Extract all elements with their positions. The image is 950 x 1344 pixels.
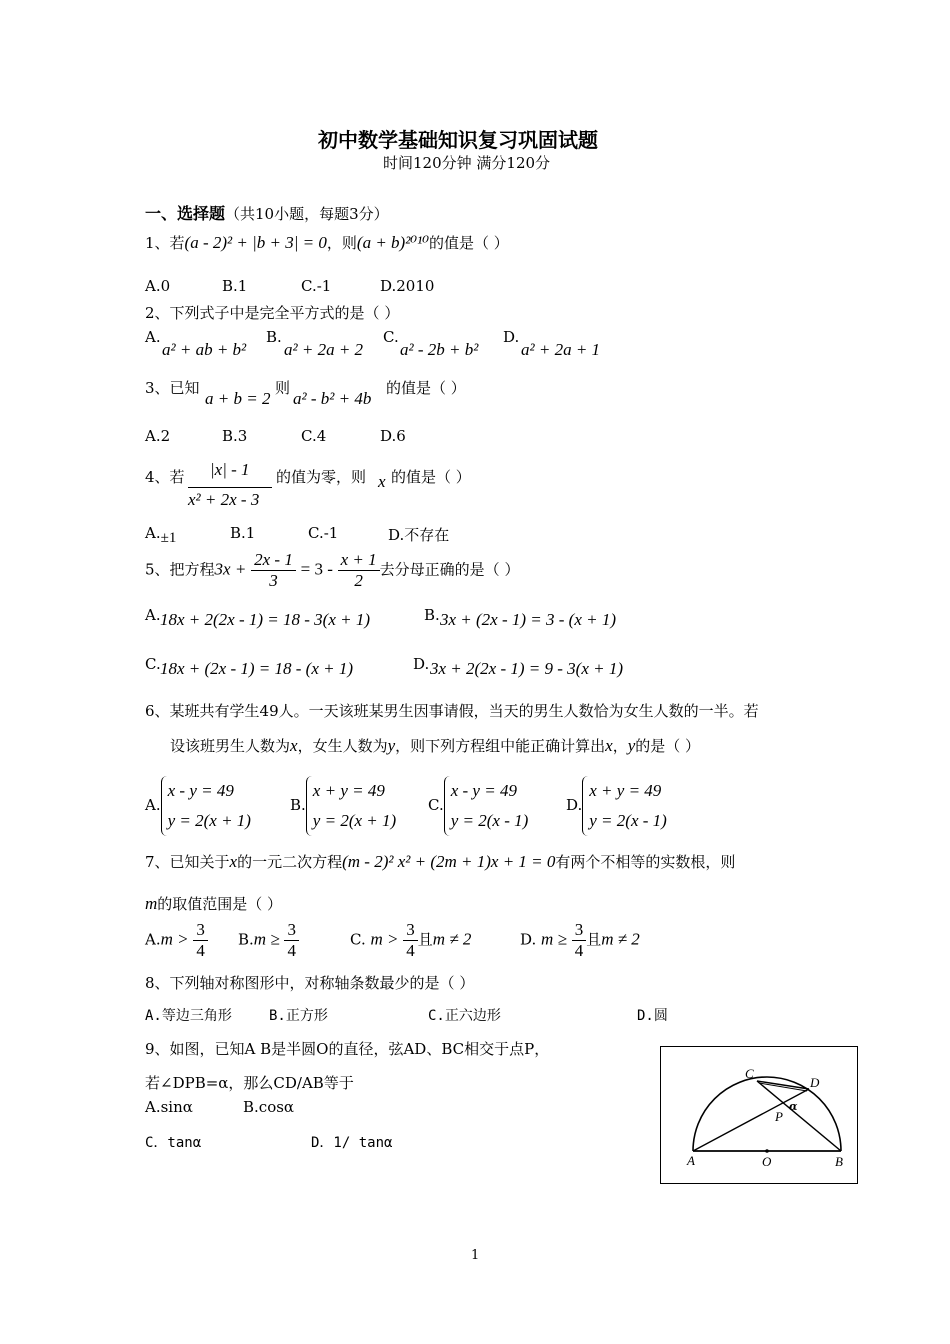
q6-var-y2: y <box>627 736 636 755</box>
q7-c-ne: m ≠ 2 <box>432 929 472 949</box>
q7-mid: 的一元二次方程 <box>237 853 343 871</box>
label-a: A <box>687 1153 695 1168</box>
q7-option-b[interactable] <box>238 920 299 961</box>
q2-label-a: A. <box>145 328 161 346</box>
q6-var-x2: x <box>605 736 613 755</box>
label-alpha: α <box>789 1100 798 1113</box>
q7-b-num: 3 <box>284 920 299 941</box>
label-d: D <box>810 1075 820 1090</box>
q7-line-2 <box>145 893 282 914</box>
center-o-dot <box>765 1149 769 1153</box>
q2-label-b: B. <box>266 328 282 346</box>
q7-c-frac <box>403 920 418 961</box>
q3-mid: 则 <box>275 379 291 397</box>
q6-label-a: A. <box>145 796 161 814</box>
chord-ad <box>693 1089 809 1151</box>
question-2: 2、下列式子中是完全平方式的是（ ） <box>145 304 400 322</box>
q2-expr-c: a² - 2b + b² <box>400 340 479 359</box>
q7-c-num: 3 <box>403 920 418 941</box>
q7-d-frac <box>572 920 587 961</box>
q2-option-a[interactable] <box>145 328 161 346</box>
q7-c-ineq: m > <box>370 929 399 949</box>
q7-suffix: 有两个不相等的实数根，则 <box>555 853 736 871</box>
q6-system-d <box>582 776 667 836</box>
q7-d-num: 3 <box>572 920 587 941</box>
q6-var-x: x <box>290 736 298 755</box>
q6-comma: ， <box>612 737 628 755</box>
q5-prefix: 5、把方程 <box>145 560 215 579</box>
q5-option-c[interactable] <box>145 655 161 673</box>
chord-bc <box>757 1081 841 1151</box>
q8-option-a[interactable]: A.等边三角形 <box>145 1008 232 1024</box>
q4-option-a[interactable] <box>145 524 177 546</box>
q7-option-d[interactable] <box>520 920 640 961</box>
q5-eq-left: 3x + <box>214 559 247 579</box>
q5-option-a[interactable] <box>145 606 161 624</box>
q7-a-num: 3 <box>193 920 208 941</box>
q4-var: x <box>378 472 386 491</box>
q4-suffix: 的值是（ ） <box>391 468 471 486</box>
q6-line2c: ，则下列方程组中能正确计算出 <box>395 737 606 755</box>
q7-label-a: A. <box>145 930 161 949</box>
q7-c-den: 4 <box>406 941 415 960</box>
q7-label-d: D. <box>520 930 537 949</box>
q3-expr1: a + b = 2 <box>205 389 271 408</box>
semicircle-figure <box>660 1046 858 1184</box>
q5-f1-den: 3 <box>269 571 278 590</box>
q7-label-c: C. <box>350 930 366 949</box>
section-note: （共10小题，每题3分） <box>225 205 389 223</box>
q5-eq-mid: = 3 - <box>300 559 333 579</box>
q6-b-eq2: y = 2(x + 1) <box>312 811 397 830</box>
q7-label-b: B. <box>238 930 254 949</box>
q7-a-den: 4 <box>196 941 205 960</box>
page-subtitle: 时间120分钟 满分120分 <box>383 154 551 172</box>
q6-system-b <box>306 776 396 836</box>
q1-option-d[interactable]: D.2010 <box>380 277 435 295</box>
question-1 <box>145 232 509 253</box>
question-7 <box>145 851 735 872</box>
q6-label-c: C. <box>428 796 444 814</box>
q4-denominator: x² + 2x - 3 <box>188 490 260 509</box>
q3-option-c[interactable]: C.4 <box>301 427 327 445</box>
q7-d-ne: m ≠ 2 <box>601 929 640 949</box>
q7-d-ineq: m ≥ <box>541 929 567 949</box>
q4-expr-a: ±1 <box>160 530 177 546</box>
q6-system-a <box>161 776 251 836</box>
q2-label-c: C. <box>383 328 399 346</box>
question-5 <box>145 550 519 591</box>
q6-option-b[interactable] <box>290 776 396 836</box>
q8-option-d[interactable]: D.圆 <box>637 1008 668 1024</box>
q6-var-y: y <box>387 736 396 755</box>
q7-line2: 的取值范围是（ ） <box>157 895 283 913</box>
q7-prefix: 7、已知关于 <box>145 853 230 871</box>
q5-option-d[interactable] <box>413 655 429 673</box>
q9-option-b[interactable]: B.cosα <box>243 1098 295 1116</box>
q8-option-b[interactable]: B.正方形 <box>269 1008 328 1024</box>
q6-label-b: B. <box>290 796 306 814</box>
q1-prefix: 1、若 <box>145 234 185 252</box>
q7-b-den: 4 <box>287 941 296 960</box>
q7-d-den: 4 <box>574 941 584 960</box>
q1-expr2: (a + b)²⁰¹⁰ <box>356 233 430 252</box>
q1-mid: ，则 <box>326 234 357 252</box>
q1-expr1: (a - 2)² + |b + 3| = 0 <box>184 233 327 252</box>
q8-option-c[interactable]: C.正六边形 <box>428 1008 501 1024</box>
q9-line-2: 若∠DPB=α，那么CD/AB等于 <box>145 1074 354 1092</box>
q2-option-b[interactable] <box>266 328 282 346</box>
q4-prefix: 4、若 <box>145 468 185 486</box>
q6-a-eq1: x - y = 49 <box>167 781 234 800</box>
q6-b-eq1: x + y = 49 <box>312 781 385 800</box>
q5-f2-num: x + 1 <box>338 550 380 571</box>
q3-suffix: 的值是（ ） <box>386 379 466 397</box>
q1-option-c[interactable]: C.-1 <box>301 277 332 295</box>
q6-c-eq1: x - y = 49 <box>450 781 517 800</box>
q7-c-and: 且 <box>417 930 433 949</box>
q5-label-a: A. <box>145 606 161 624</box>
q7-a-ineq: m > <box>160 929 189 949</box>
q3-option-a[interactable]: A.2 <box>145 427 171 445</box>
q4-mid: 的值为零，则 <box>276 468 367 486</box>
q5-label-c: C. <box>145 655 161 673</box>
q5-f2-den: 2 <box>354 571 363 590</box>
q7-d-and: 且 <box>586 930 602 949</box>
question-8: 8、下列轴对称图形中，对称轴条数最少的是（ ） <box>145 974 475 992</box>
q2-label-d: D. <box>503 328 520 346</box>
q5-expr-b: 3x + (2x - 1) = 3 - (x + 1) <box>440 610 617 629</box>
q7-var: x <box>229 852 238 871</box>
q5-label-b: B. <box>424 606 440 624</box>
q6-line-2 <box>170 735 700 756</box>
page-title: 初中数学基础知识复习巩固试题 <box>318 128 598 152</box>
q6-d-eq2: y = 2(x - 1) <box>589 811 667 830</box>
q6-system-c <box>444 776 529 836</box>
q9-option-d[interactable]: D．1/ tanα <box>311 1135 393 1151</box>
q6-d-eq1: x + y = 49 <box>589 781 662 800</box>
q2-expr-a: a² + ab + b² <box>162 340 247 359</box>
q3-option-b[interactable]: B.3 <box>222 427 248 445</box>
q5-option-b[interactable] <box>424 606 440 624</box>
q7-expr: (m - 2)² x² + (2m + 1)x + 1 = 0 <box>342 852 556 871</box>
q4-fraction-bar <box>188 487 272 488</box>
q1-option-a[interactable]: A.0 <box>145 277 171 295</box>
q7-b-frac <box>284 920 299 961</box>
q6-option-d[interactable] <box>566 776 667 836</box>
q6-label-d: D. <box>566 796 583 814</box>
q5-expr-d: 3x + 2(2x - 1) = 9 - 3(x + 1) <box>430 659 624 678</box>
q4-option-c[interactable]: C.-1 <box>308 524 339 542</box>
q7-a-frac <box>193 920 208 961</box>
q2-option-c[interactable] <box>383 328 399 346</box>
q9-line-1: 9、如图，已知A B是半圆O的直径，弦AD、BC相交于点P， <box>145 1040 550 1058</box>
q2-expr-b: a² + 2a + 2 <box>284 340 364 359</box>
q1-suffix: 的值是（ ） <box>429 234 509 252</box>
semicircle-diagram <box>661 1047 857 1183</box>
q2-expr-d: a² + 2a + 1 <box>521 340 601 359</box>
q7-b-ineq: m ≥ <box>253 929 280 949</box>
q6-line2d: 的是（ ） <box>635 737 701 755</box>
q7-option-a[interactable] <box>145 920 208 961</box>
q9-option-a[interactable]: A.sinα <box>145 1098 193 1116</box>
q1-option-b[interactable]: B.1 <box>222 277 248 295</box>
q3-expr2: a² - b² + 4b <box>293 389 372 408</box>
q6-line-1: 6、某班共有学生49人。一天该班某男生因事请假，当天的男生人数恰为女生人数的一半。若 <box>145 702 759 720</box>
q6-option-c[interactable] <box>428 776 528 836</box>
section-title: 一、选择题 <box>145 204 226 223</box>
q4-option-b[interactable]: B.1 <box>230 524 256 542</box>
q5-suffix: 去分母正确的是（ ） <box>379 560 520 579</box>
q6-a-eq2: y = 2(x + 1) <box>167 811 251 830</box>
q6-line2a: 设该班男生人数为 <box>170 737 291 755</box>
q2-option-d[interactable] <box>503 328 519 346</box>
label-o: O <box>762 1154 772 1169</box>
q3-option-d[interactable]: D.6 <box>380 427 406 445</box>
q7-var-m: m <box>145 894 158 913</box>
q6-line2b: ，女生人数为 <box>297 737 388 755</box>
page-number: 1 <box>471 1248 480 1263</box>
q4-numerator: |x| - 1 <box>210 460 250 479</box>
q6-c-eq2: y = 2(x - 1) <box>450 811 529 830</box>
label-b: B <box>835 1154 843 1169</box>
q5-label-d: D. <box>413 655 430 673</box>
q4-label-a: A. <box>145 524 161 542</box>
label-p: P <box>775 1109 783 1124</box>
q5-fraction-2 <box>338 550 380 591</box>
q4-option-d[interactable]: D.不存在 <box>388 526 450 544</box>
q3-prefix: 3、已知 <box>145 379 200 397</box>
q5-expr-a: 18x + 2(2x - 1) = 18 - 3(x + 1) <box>160 610 371 629</box>
q5-fraction-1 <box>251 550 296 591</box>
q5-expr-c: 18x + (2x - 1) = 18 - (x + 1) <box>160 659 354 678</box>
q9-option-c[interactable]: C．tanα <box>145 1135 202 1151</box>
q5-f1-num: 2x - 1 <box>251 550 296 571</box>
q7-option-c[interactable] <box>350 920 471 961</box>
q6-option-a[interactable] <box>145 776 251 836</box>
label-c: C <box>745 1066 754 1081</box>
section-heading <box>145 201 389 224</box>
